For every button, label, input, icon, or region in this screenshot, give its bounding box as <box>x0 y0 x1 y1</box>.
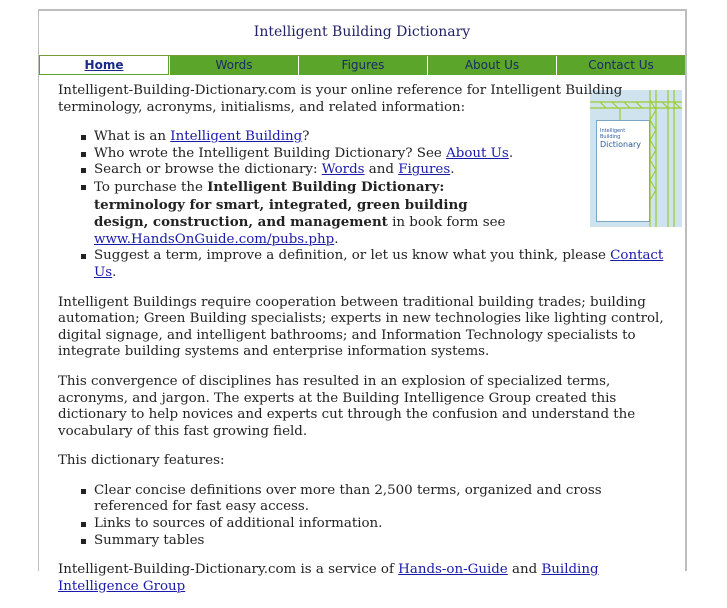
list-text: To purchase the <box>94 179 208 195</box>
list-item: Summary tables <box>94 533 670 550</box>
features-list <box>58 483 670 549</box>
list-text: . <box>508 145 514 161</box>
list-item <box>94 248 684 281</box>
list-text: Suggest a term, improve a definition, or let us know what you think, please <box>94 248 611 264</box>
list-text: ? <box>302 129 310 145</box>
handsonguide-link[interactable]: www.HandsOnGuide.com/pubs.php <box>94 231 335 247</box>
book-cover-subtitle: Intelligent Building <box>600 128 626 140</box>
list-item: Clear concise definitions over more than 2,500 terms, organized and cross referenced for fast easy access. <box>94 483 670 516</box>
tab-contact-us[interactable]: Contact Us <box>556 56 685 75</box>
list-text: . <box>450 162 455 178</box>
list-text: . <box>112 264 117 280</box>
hands-on-guide-link[interactable]: Hands-on-Guide <box>398 562 508 578</box>
book-cover-title: Dictionary <box>600 140 642 149</box>
footer-text: Intelligent-Building-Dictionary.com is a service of <box>58 562 399 578</box>
site-title: Intelligent Building Dictionary <box>253 24 471 40</box>
book-title-text: Intelligent Building Dictionary: terminology for smart, integrated, green building design, construction, and management <box>94 178 468 231</box>
page-frame <box>38 9 687 594</box>
about-us-link[interactable]: About Us <box>446 145 509 161</box>
tab-home[interactable]: Home <box>39 56 169 75</box>
footer-paragraph <box>58 562 670 595</box>
cooperation-paragraph: Intelligent Buildings require cooperation between traditional building trades; building automation; Green Building specialists; experts in new technologies like lighting control, digital signage, and intelligent bathrooms; and Information Technology specialists to integrate building systems and enterprise information systems. <box>58 294 664 360</box>
main-content <box>58 83 670 608</box>
intelligent-building-link[interactable]: Intelligent Building <box>170 129 303 145</box>
list-text: Who wrote the Intelligent Building Dictionary? See <box>94 145 447 161</box>
list-item: Links to sources of additional information. <box>94 516 670 533</box>
list-text: in book form see <box>387 215 506 231</box>
convergence-paragraph: This convergence of disciplines has resulted in an explosion of specialized terms, acronyms, and jargon. The experts at the Building Intelligence Group created this dictionary to help novices and experts cut through the confusion and understand the vocabulary of this fast growing field. <box>58 373 636 439</box>
list-item <box>94 146 514 163</box>
features-heading: This dictionary features: <box>58 453 225 469</box>
words-link[interactable]: Words <box>321 162 365 178</box>
main-nav <box>39 55 685 75</box>
tab-words[interactable]: Words <box>169 56 298 75</box>
intro-list <box>58 129 664 281</box>
figures-link[interactable]: Figures <box>398 162 451 178</box>
list-text: . <box>334 231 339 247</box>
contact-us-link[interactable]: Contact Us <box>94 248 664 280</box>
building-intelligence-group-link[interactable]: Building Intelligence Group <box>58 562 599 594</box>
list-text: What is an <box>94 129 171 145</box>
intro-paragraph: Intelligent-Building-Dictionary.com is your online reference for Intelligent Building terminology, acronyms, initialisms, and related information: <box>58 83 623 115</box>
tab-figures[interactable]: Figures <box>298 56 427 75</box>
list-text: Search or browse the dictionary: <box>94 162 322 178</box>
tab-about-us[interactable]: About Us <box>427 56 556 75</box>
list-item <box>94 129 514 146</box>
list-text: and <box>364 162 399 178</box>
list-item <box>94 179 514 248</box>
footer-text: and <box>507 562 542 578</box>
list-item <box>94 162 514 179</box>
